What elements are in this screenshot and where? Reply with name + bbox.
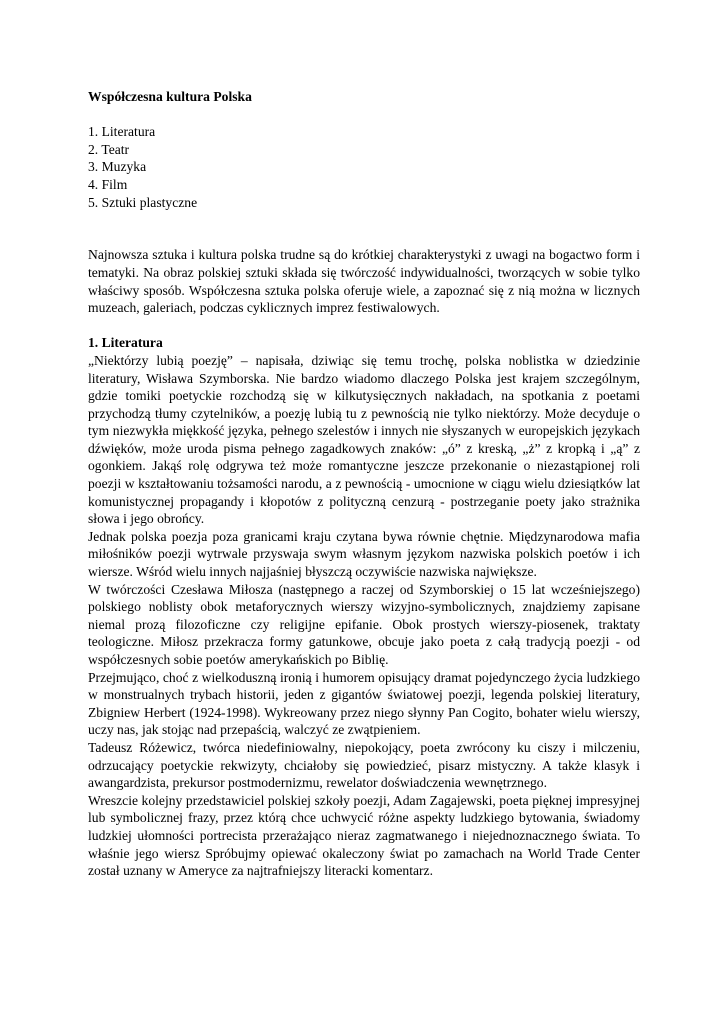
paragraph-zagajewski: Wreszcie kolejny przedstawiciel polskiej szkoły poezji, Adam Zagajewski, poeta pięknej impresyjnej lub symbolicznej frazy, przez którą chce uchwycić różne aspekty ludzkiego bytowania, świadomy ludzkiej ułomności portrecista przerażająco nieraz zagmatwanego i niejednoznacznego świata. To właśnie jego wiersz Spróbujmy opiewać okaleczony świat po zamachach na World Trade Center został uznany w Ameryce za najtrafniejszy literacki komentarz. <box>88 792 640 879</box>
paragraph-herbert: Przejmująco, choć z wielkoduszną ironią i humorem opisujący dramat pojedynczego życia ludzkiego w monstrualnych trybach historii, jeden z gigantów światowej poezji, legenda polskiej literatury, Zbigniew Herbert (1924-1998). Wykreowany przez niego słynny Pan Cogito, bohater wielu wierszy, uczy nas, jak stojąc nad przepaścią, walczyć ze zwątpieniem. <box>88 669 640 738</box>
paragraph-szymborska: „Niektórzy lubią poezję” – napisała, dziwiąc się temu trochę, polska noblistka w dziedzinie literatury, Wisława Szymborska. Nie bardzo wiadomo dlaczego Polska jest krajem szczególnym, gdzie tomiki poetyckie rozchodzą się w kilkutysięcznych nakładach, na spotkania z poetami przychodzą tłumy czytelników, a poezję lubią tu z pewnością nie tylko niektórzy. Może decyduje o tym niezwykła miękkość języka, pełnego szelestów i innych nie słyszanych w europejskich językach dźwięków, może uroda pisma pełnego zagadkowych znaków: „ó” z kreską, „ż” z kropką i „ą” z ogonkiem. Jakąś rolę odgrywa też może romantyczne jeszcze przekonanie o niezastąpionej roli poezji w kształtowaniu tożsamości narodu, a z pewnością - umocnione w ciągu wielu dziesiątków lat komunistycznej propagandy i kłopotów z polityczną cenzurą - postrzeganie poety jako strażnika słowa i jego obrońcy. <box>88 352 640 527</box>
table-of-contents <box>88 123 640 211</box>
paragraph-rozewicz: Tadeusz Różewicz, twórca niedefiniowalny, niepokojący, poeta zwrócony ku ciszy i milczeniu, odrzucający poetyckie rekwizyty, chciałoby się powiedzieć, pisarz mistyczny. A także klasyk i awangardzista, prekursor postmodernizmu, rewelator doświadczenia wewnętrznego. <box>88 739 640 791</box>
section-heading-literatura: 1. Literatura <box>88 335 163 351</box>
document-title: Współczesna kultura Polska <box>88 89 252 104</box>
paragraph-poezja-za-granica: Jednak polska poezja poza granicami kraju czytana bywa równie chętnie. Międzynarodowa mafia miłośników poezji wytrwale przyswaja swym własnym językom nazwiska polskich poetów i ich wiersze. Wśród wielu innych najjaśniej błyszczą oczywiście nazwiska największe. <box>88 528 640 580</box>
toc-item-film: 4. Film <box>88 176 128 192</box>
toc-item-literatura: 1. Literatura <box>88 124 156 140</box>
toc-item-sztuki-plastyczne: 5. Sztuki plastyczne <box>88 194 198 210</box>
toc-item-muzyka: 3. Muzyka <box>88 159 147 175</box>
paragraph-milosz: W twórczości Czesława Miłosza (następnego a raczej od Szymborskiej o 15 lat wcześniejszego) polskiego noblisty obok metaforycznych wierszy wizyjno-symbolicznych, znajdziemy zapisane niemal prozą filozoficzne czy religijne epifanie. Obok prostych wierszy-piosenek, traktaty teologiczne. Miłosz przekracza formy gatunkowe, obcuje jako poeta z całą tradycją poezji - od współczesnych sobie poetów amerykańskich po Biblię. <box>88 581 640 667</box>
intro-paragraph: Najnowsza sztuka i kultura polska trudne są do krótkiej charakterystyki z uwagi na bogactwo form i tematyki. Na obraz polskiej sztuki składa się twórczość indywidualności, tworzących w sobie tylko właściwy sposób. Współczesna sztuka polska oferuje wiele, a zapoznać się z nią można w licznych muzeach, galeriach, podczas cyklicznych imprez festiwalowych. <box>88 247 640 316</box>
toc-item-teatr: 2. Teatr <box>88 141 130 157</box>
document-page <box>88 88 640 880</box>
